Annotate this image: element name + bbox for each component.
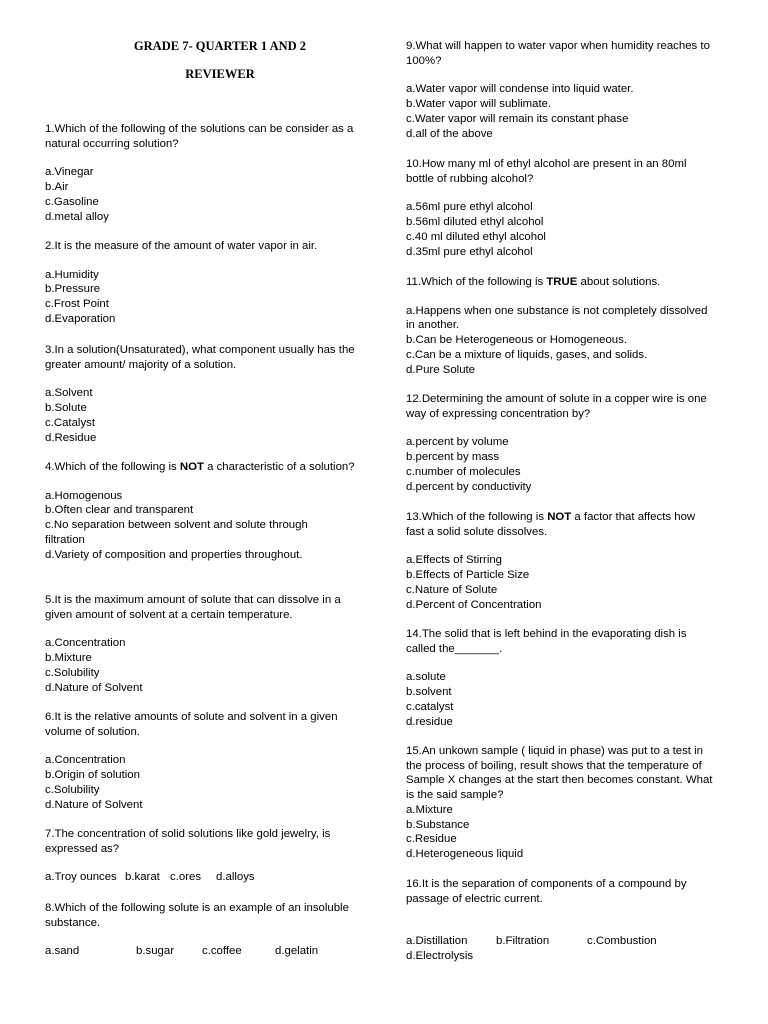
option: d.Heterogeneous liquid (406, 847, 524, 860)
option: b.Solute (45, 402, 87, 415)
question-text: 2.It is the measure of the amount of water vapor in air. (45, 240, 318, 252)
option: d.Nature of Solvent (45, 798, 143, 811)
option: a.Vinegar (45, 166, 94, 179)
option: b.Air (45, 181, 69, 194)
question-4 (45, 460, 355, 562)
option: c.Can be a mixture of liquids, gases, and solids. (406, 348, 648, 361)
option: a.Water vapor will condense into liquid water. (406, 83, 634, 96)
option: d.Pure Solute (406, 363, 476, 376)
option: b.Water vapor will sublimate. (406, 98, 552, 111)
option: a.56ml pure ethyl alcohol (406, 201, 533, 214)
option: a.Troy ounces (45, 871, 117, 884)
option: c.Catalyst (45, 416, 96, 429)
question-text (406, 510, 716, 539)
question-text-end: a factor that affects how fast a solid solute dissolves. (406, 511, 696, 538)
question-text: 5.It is the maximum amount of solute that can dissolve in a given amount of solvent at a certain temperature. (45, 594, 341, 621)
question-2 (45, 239, 355, 327)
option: d.metal alloy (45, 210, 109, 223)
option: c.coffee (202, 945, 242, 958)
question-text: 6.It is the relative amounts of solute and solvent in a given volume of solution. (45, 711, 338, 738)
question-text: 14.The solid that is left behind in the evaporating dish is called the_______. (406, 628, 687, 655)
option: c.Solubility (45, 666, 100, 679)
option: b.Filtration (496, 935, 550, 948)
option: d.Variety of composition and properties throughout. (45, 548, 303, 561)
question-3 (45, 343, 355, 445)
option: a.Concentration (45, 754, 126, 767)
option: b.56ml diluted ethyl alcohol (406, 216, 544, 229)
question-14 (406, 627, 716, 729)
question-text-end: a characteristic of a solution? (203, 461, 355, 473)
question-text (45, 460, 355, 475)
option: b.sugar (136, 945, 174, 958)
question-text-start: 13.Which of the following is (406, 511, 548, 523)
option: d.gelatin (275, 945, 319, 958)
question-7 (45, 827, 355, 885)
question-text: 8.Which of the following solute is an example of an insoluble substance. (45, 902, 349, 929)
options-row (45, 870, 355, 885)
emphasis: TRUE (546, 276, 578, 288)
option: d.Residue (45, 431, 97, 444)
option: a.percent by volume (406, 436, 509, 449)
question-text: 9.What will happen to water vapor when humidity reaches to 100%? (406, 40, 710, 67)
question-text: 7.The concentration of solid solutions like gold jewelry, is expressed as? (45, 828, 331, 855)
option: d.residue (406, 715, 453, 728)
question-text-start: 11.Which of the following is (406, 276, 547, 288)
option: c.Solubility (45, 783, 100, 796)
question-8 (45, 901, 355, 959)
option: c.Water vapor will remain its constant phase (406, 112, 629, 125)
option: b.percent by mass (406, 451, 500, 464)
option: b.Often clear and transparent (45, 504, 194, 517)
option: b.Effects of Particle Size (406, 569, 530, 582)
option: c.ores (170, 871, 202, 884)
option: a.Mixture (406, 803, 453, 816)
option: a.Solvent (45, 387, 93, 400)
question-text (406, 275, 716, 290)
question-5 (45, 593, 355, 695)
option: c.Nature of Solute (406, 583, 498, 596)
question-1 (45, 122, 355, 224)
option: c.No separation between solvent and solute through (45, 519, 308, 532)
option: filtration (45, 533, 85, 546)
question-6 (45, 710, 355, 812)
option: a.solute (406, 671, 446, 684)
question-text: 1.Which of the following of the solutions can be consider as a natural occurring solution? (45, 123, 354, 150)
option: a.Distillation (406, 935, 468, 948)
option: d.percent by conductivity (406, 480, 532, 493)
option: a.Humidity (45, 268, 99, 281)
option: c.Frost Point (45, 298, 109, 311)
emphasis: NOT (547, 511, 572, 523)
option: b.Can be Heterogeneous or Homogeneous. (406, 334, 627, 347)
question-text-start: 4.Which of the following is (45, 461, 180, 473)
option: b.karat (125, 871, 160, 884)
option: d.all of the above (406, 127, 493, 140)
option: b.solvent (406, 686, 452, 699)
option: a.sand (45, 945, 80, 958)
question-11 (406, 275, 716, 377)
option: c.40 ml diluted ethyl alcohol (406, 230, 546, 243)
question-text: 3.In a solution(Unsaturated), what component usually has the greater amount/ majority of a solution. (45, 344, 355, 371)
options-row (406, 934, 716, 949)
option: c.catalyst (406, 700, 454, 713)
option: c.Gasoline (45, 195, 99, 208)
question-9 (406, 39, 716, 141)
question-text-end: about solutions. (577, 276, 661, 288)
option: b.Mixture (45, 652, 92, 665)
question-15 (406, 744, 716, 862)
option: d.35ml pure ethyl alcohol (406, 245, 533, 258)
options-row (45, 944, 355, 959)
option: d.Percent of Concentration (406, 598, 542, 611)
option: a.Homogenous (45, 489, 123, 502)
question-text: 10.How many ml of ethyl alcohol are present in an 80ml bottle of rubbing alcohol? (406, 158, 687, 185)
option: a.Concentration (45, 637, 126, 650)
question-13 (406, 510, 716, 612)
option: d.alloys (216, 871, 255, 884)
question-16 (406, 877, 716, 964)
option: d.Evaporation (45, 312, 116, 325)
page-title: GRADE 7- QUARTER 1 AND 2 (133, 39, 307, 53)
option: b.Substance (406, 818, 470, 831)
question-text: 16.It is the separation of components of a compound by passage of electric current. (406, 878, 687, 905)
option: b.Pressure (45, 283, 101, 296)
option: a.Effects of Stirring (406, 554, 503, 567)
option: d.Nature of Solvent (45, 681, 143, 694)
emphasis: NOT (179, 461, 204, 473)
option: c.Combustion (587, 935, 657, 948)
option: d.Electrolysis (406, 950, 474, 963)
question-text: 15.An unkown sample ( liquid in phase) was put to a test in the process of boiling, result shows that the temperature of Sample X changes at the start then becomes constant. What is the said sample? (406, 745, 713, 802)
option: b.Origin of solution (45, 769, 140, 782)
option: a.Happens when one substance is not completely dissolved in another. (406, 304, 708, 332)
option: c.Residue (406, 833, 457, 846)
question-10 (406, 157, 716, 259)
question-12 (406, 392, 716, 494)
page-subtitle: REVIEWER (185, 67, 255, 81)
option: c.number of molecules (406, 465, 521, 478)
question-text: 12.Determining the amount of solute in a copper wire is one way of expressing concentration by? (406, 393, 707, 420)
